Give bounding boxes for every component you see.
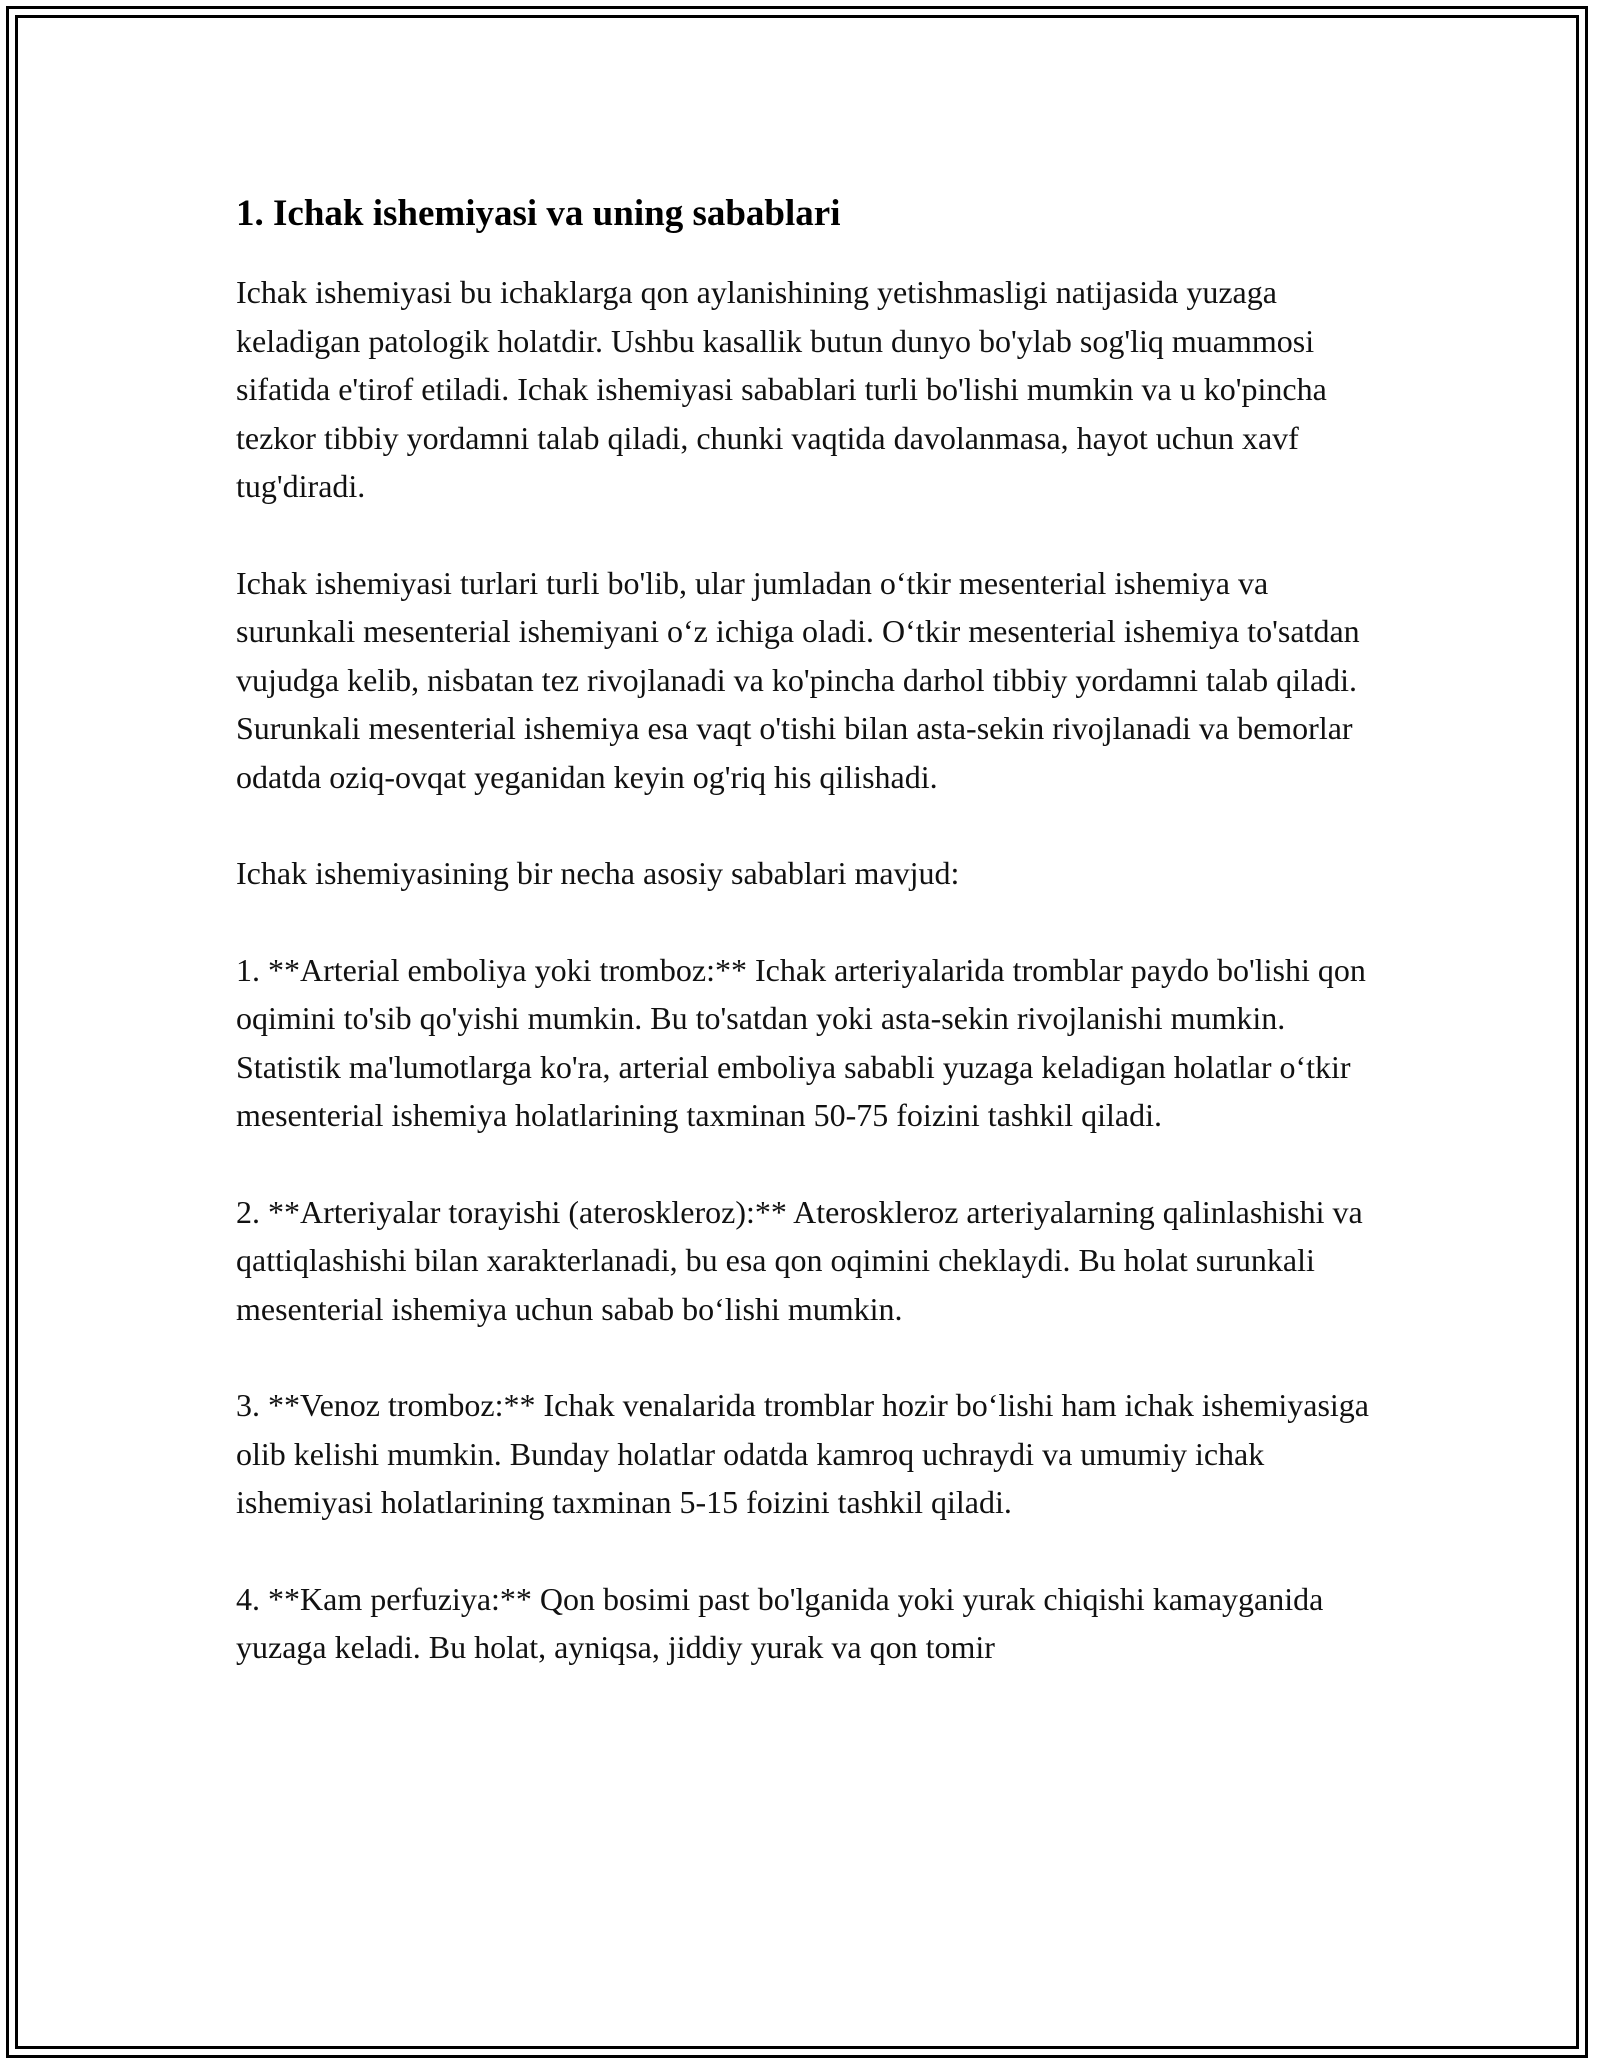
cause-item-4: 4. **Kam perfuziya:** Qon bosimi past bo'lganida yoki yurak chiqishi kamayganida yuzaga keladi. Bu holat, ayniqsa, jiddiy yurak va qon tomir xyxy=(236,1580,1324,1665)
section-heading: 1. Ichak ishemiyasi va uning sabablari xyxy=(236,193,841,234)
cause-item-3: 3. **Venoz tromboz:** Ichak venalarida tromblar hozir bo‘lishi ham ichak ishemiyasiga olib kelishi mumkin. Bunday holatlar odatda kamroq uchraydi va umumiy ichak ishemiyasi holatlarining taxminan 5-15 foizini tashkil qiladi. xyxy=(236,1387,1369,1520)
causes-intro-paragraph: Ichak ishemiyasining bir necha asosiy sabablari mavjud: xyxy=(236,855,960,891)
document-body xyxy=(236,186,1376,1720)
types-paragraph: Ichak ishemiyasi turlari turli bo'lib, ular jumladan o‘tkir mesenterial ishemiya va surunkali mesenterial ishemiyani o‘z ichiga oladi. O‘tkir mesenterial ishemiya to'satdan vujudga kelib, nisbatan tez rivojlanadi va ko'pincha darhol tibbiy yordamni talab qiladi. Surunkali mesenterial ishemiya esa vaqt o'tishi bilan asta-sekin rivojlanadi va bemorlar odatda oziq-ovqat yeganidan keyin og'riq his qilishadi. xyxy=(236,564,1360,795)
cause-item-1: 1. **Arterial emboliya yoki tromboz:** Ichak arteriyalarida tromblar paydo bo'lishi qon oqimini to'sib qo'yishi mumkin. Bu to'satdan yoki asta-sekin rivojlanishi mumkin. Statistik ma'lumotlarga ko'ra, arterial emboliya sababli yuzaga keladigan holatlar o‘tkir mesenterial ishemiya holatlarining taxminan 50-75 foizini tashkil qiladi. xyxy=(236,951,1366,1133)
cause-item-2: 2. **Arteriyalar torayishi (ateroskleroz):** Ateroskleroz arteriyalarning qalinlashishi va qattiqlashishi bilan xarakterlanadi, bu esa qon oqimini cheklaydi. Bu holat surunkali mesenterial ishemiya uchun sabab bo‘lishi mumkin. xyxy=(236,1193,1363,1327)
intro-paragraph: Ichak ishemiyasi bu ichaklarga qon aylanishining yetishmasligi natijasida yuzaga keladigan patologik holatdir. Ushbu kasallik butun dunyo bo'ylab sog'liq muammosi sifatida e'tirof etiladi. Ichak ishemiyasi sabablari turli bo'lishi mumkin va u ko'pincha tezkor tibbiy yordamni talab qiladi, chunki vaqtida davolanmasa, hayot uchun xavf tug'diradi. xyxy=(236,274,1327,504)
